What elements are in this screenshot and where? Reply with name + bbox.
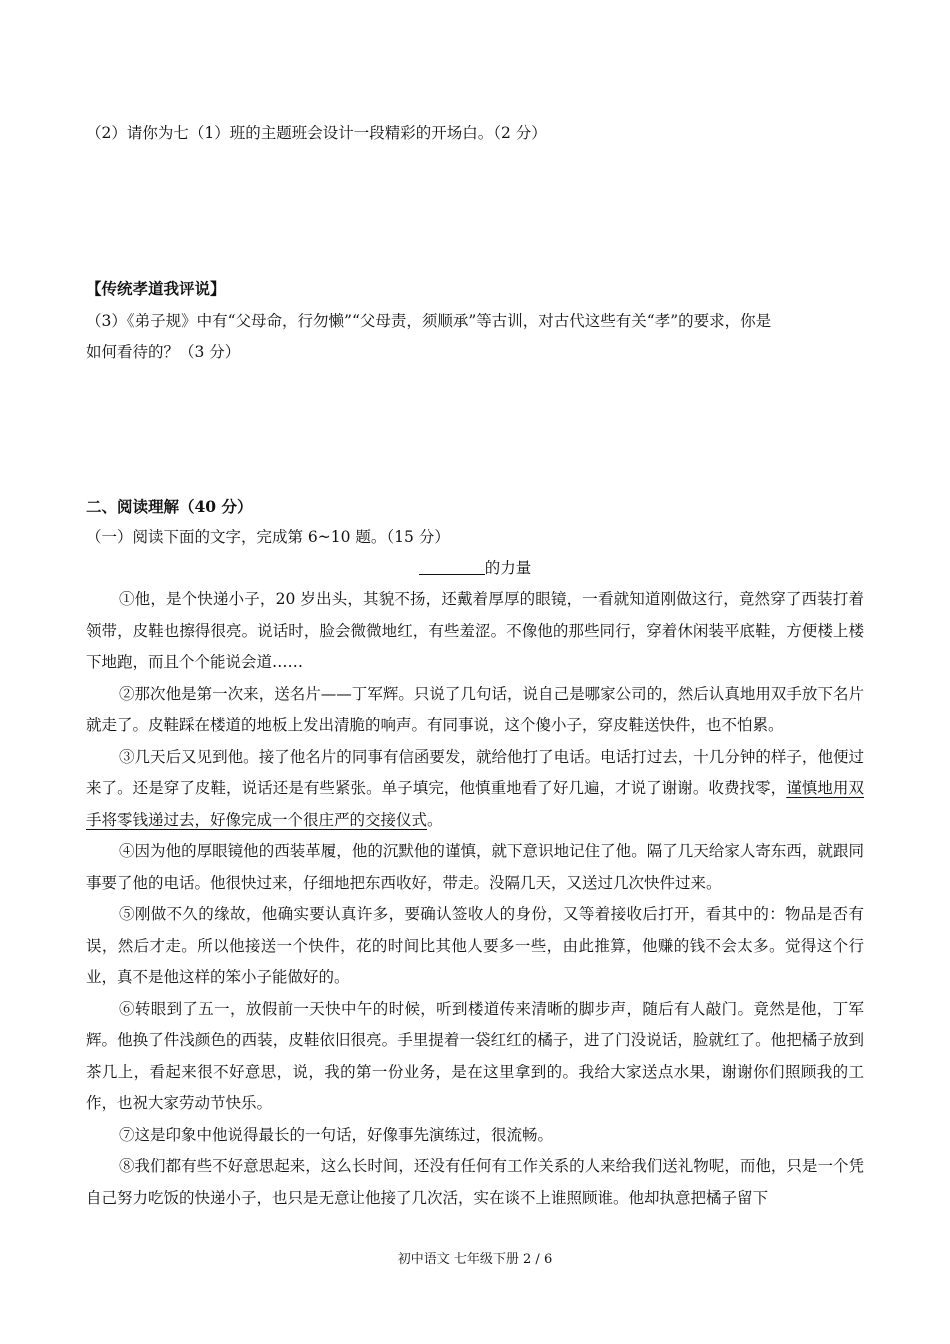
- paragraph-3-end: 。: [427, 810, 443, 829]
- paragraph-1: ①他，是个快递小子，20 岁出头，其貌不扬，还戴着厚厚的眼镜，一看就知道刚做这行，竟然穿了西装打着领带，皮鞋也擦得很亮。说话时，脸会微微地红，有些羞涩。不像他的那些同行，穿着休闲装平底鞋，方便楼上楼下地跑，而且个个能说会道……: [86, 590, 864, 671]
- paragraph-3: [86, 742, 864, 837]
- article-body: [86, 584, 864, 1214]
- paragraph-8: ⑧我们都有些不好意思起来，这么长时间，还没有任何有工作关系的人来给我们送礼物呢，而他，只是一个凭自己努力吃饭的快递小子，也只是无意让他接了几次活，实在谈不上谁照顾谁。他却执意把橘子留下: [86, 1157, 864, 1207]
- underlined-sentence: 谨慎地用双手将零钱递过去，好像完成一个很庄严的交接仪式: [86, 779, 864, 829]
- paragraph-4: ④因为他的厚眼镜他的西装革履，他的沉默他的谨慎，就下意识地记住了他。隔了几天给家人寄东西，就跟同事要了他的电话。他很快过来，仔细地把东西收好，带走。没隔几天，又送过几次快件过来。: [86, 842, 864, 892]
- paragraph-5: ⑤刚做不久的缘故，他确实要认真许多，要确认签收人的身份，又等着接收后打开，看其中的：物品是否有误，然后才走。所以他接送一个快件，花的时间比其他人要多一些，由此推算，他赚的钱不会太多。觉得这个行业，真不是他这样的笨小子能做好的。: [86, 905, 864, 986]
- paragraph-7: ⑦这是印象中他说得最长的一句话，好像事先演练过，很流畅。: [119, 1125, 554, 1144]
- question-3-line-2: 如何看待的？（3 分）: [86, 343, 241, 361]
- paragraph-3-text: ③几天后又见到他。接了他名片的同事有信函要发，就给他打了电话。电话打过去，十几分钟的样子，他便过来了。还是穿了皮鞋，说话还是有些紧张。单子填完，他慎重地看了好几遍，才说了谢谢。收费找零，: [86, 747, 864, 797]
- question-2: （2）请你为七（1）班的主题班会设计一段精彩的开场白。（2 分）: [86, 124, 547, 142]
- page-footer: 初中语文 七年级下册 2 / 6: [397, 1252, 553, 1267]
- part-2-intro: （一）阅读下面的文字，完成第 6~10 题。（15 分）: [86, 528, 450, 546]
- article-title: [0, 556, 950, 578]
- section-heading: 【传统孝道我评说】: [86, 279, 226, 298]
- paragraph-2: ②那次他是第一次来，送名片——丁军辉。只说了几句话，说自己是哪家公司的，然后认真地用双手放下名片就走了。皮鞋踩在楼道的地板上发出清脆的响声。有同事说，这个傻小子，穿皮鞋送快件，也不怕累。: [86, 684, 864, 734]
- article-title-text: 的力量: [484, 559, 532, 577]
- question-3-line-1: （3）《弟子规》中有“父母命，行勿懒”“父母责，须顺承”等古训，对古代这些有关“孝”的要求，你是: [86, 312, 772, 330]
- title-blank[interactable]: [419, 558, 485, 575]
- part-2-title: 二、阅读理解（40 分）: [86, 497, 253, 516]
- paragraph-6: ⑥转眼到了五一，放假前一天快中午的时候，听到楼道传来清晰的脚步声，随后有人敲门。竟然是他，丁军辉。他换了件浅颜色的西装，皮鞋依旧很亮。手里提着一袋红红的橘子，进了门没说话，脸就红了。他把橘子放到茶几上，看起来很不好意思，说，我的第一份业务，是在这里拿到的。我给大家送点水果，谢谢你们照顾我的工作，也祝大家劳动节快乐。: [86, 999, 864, 1112]
